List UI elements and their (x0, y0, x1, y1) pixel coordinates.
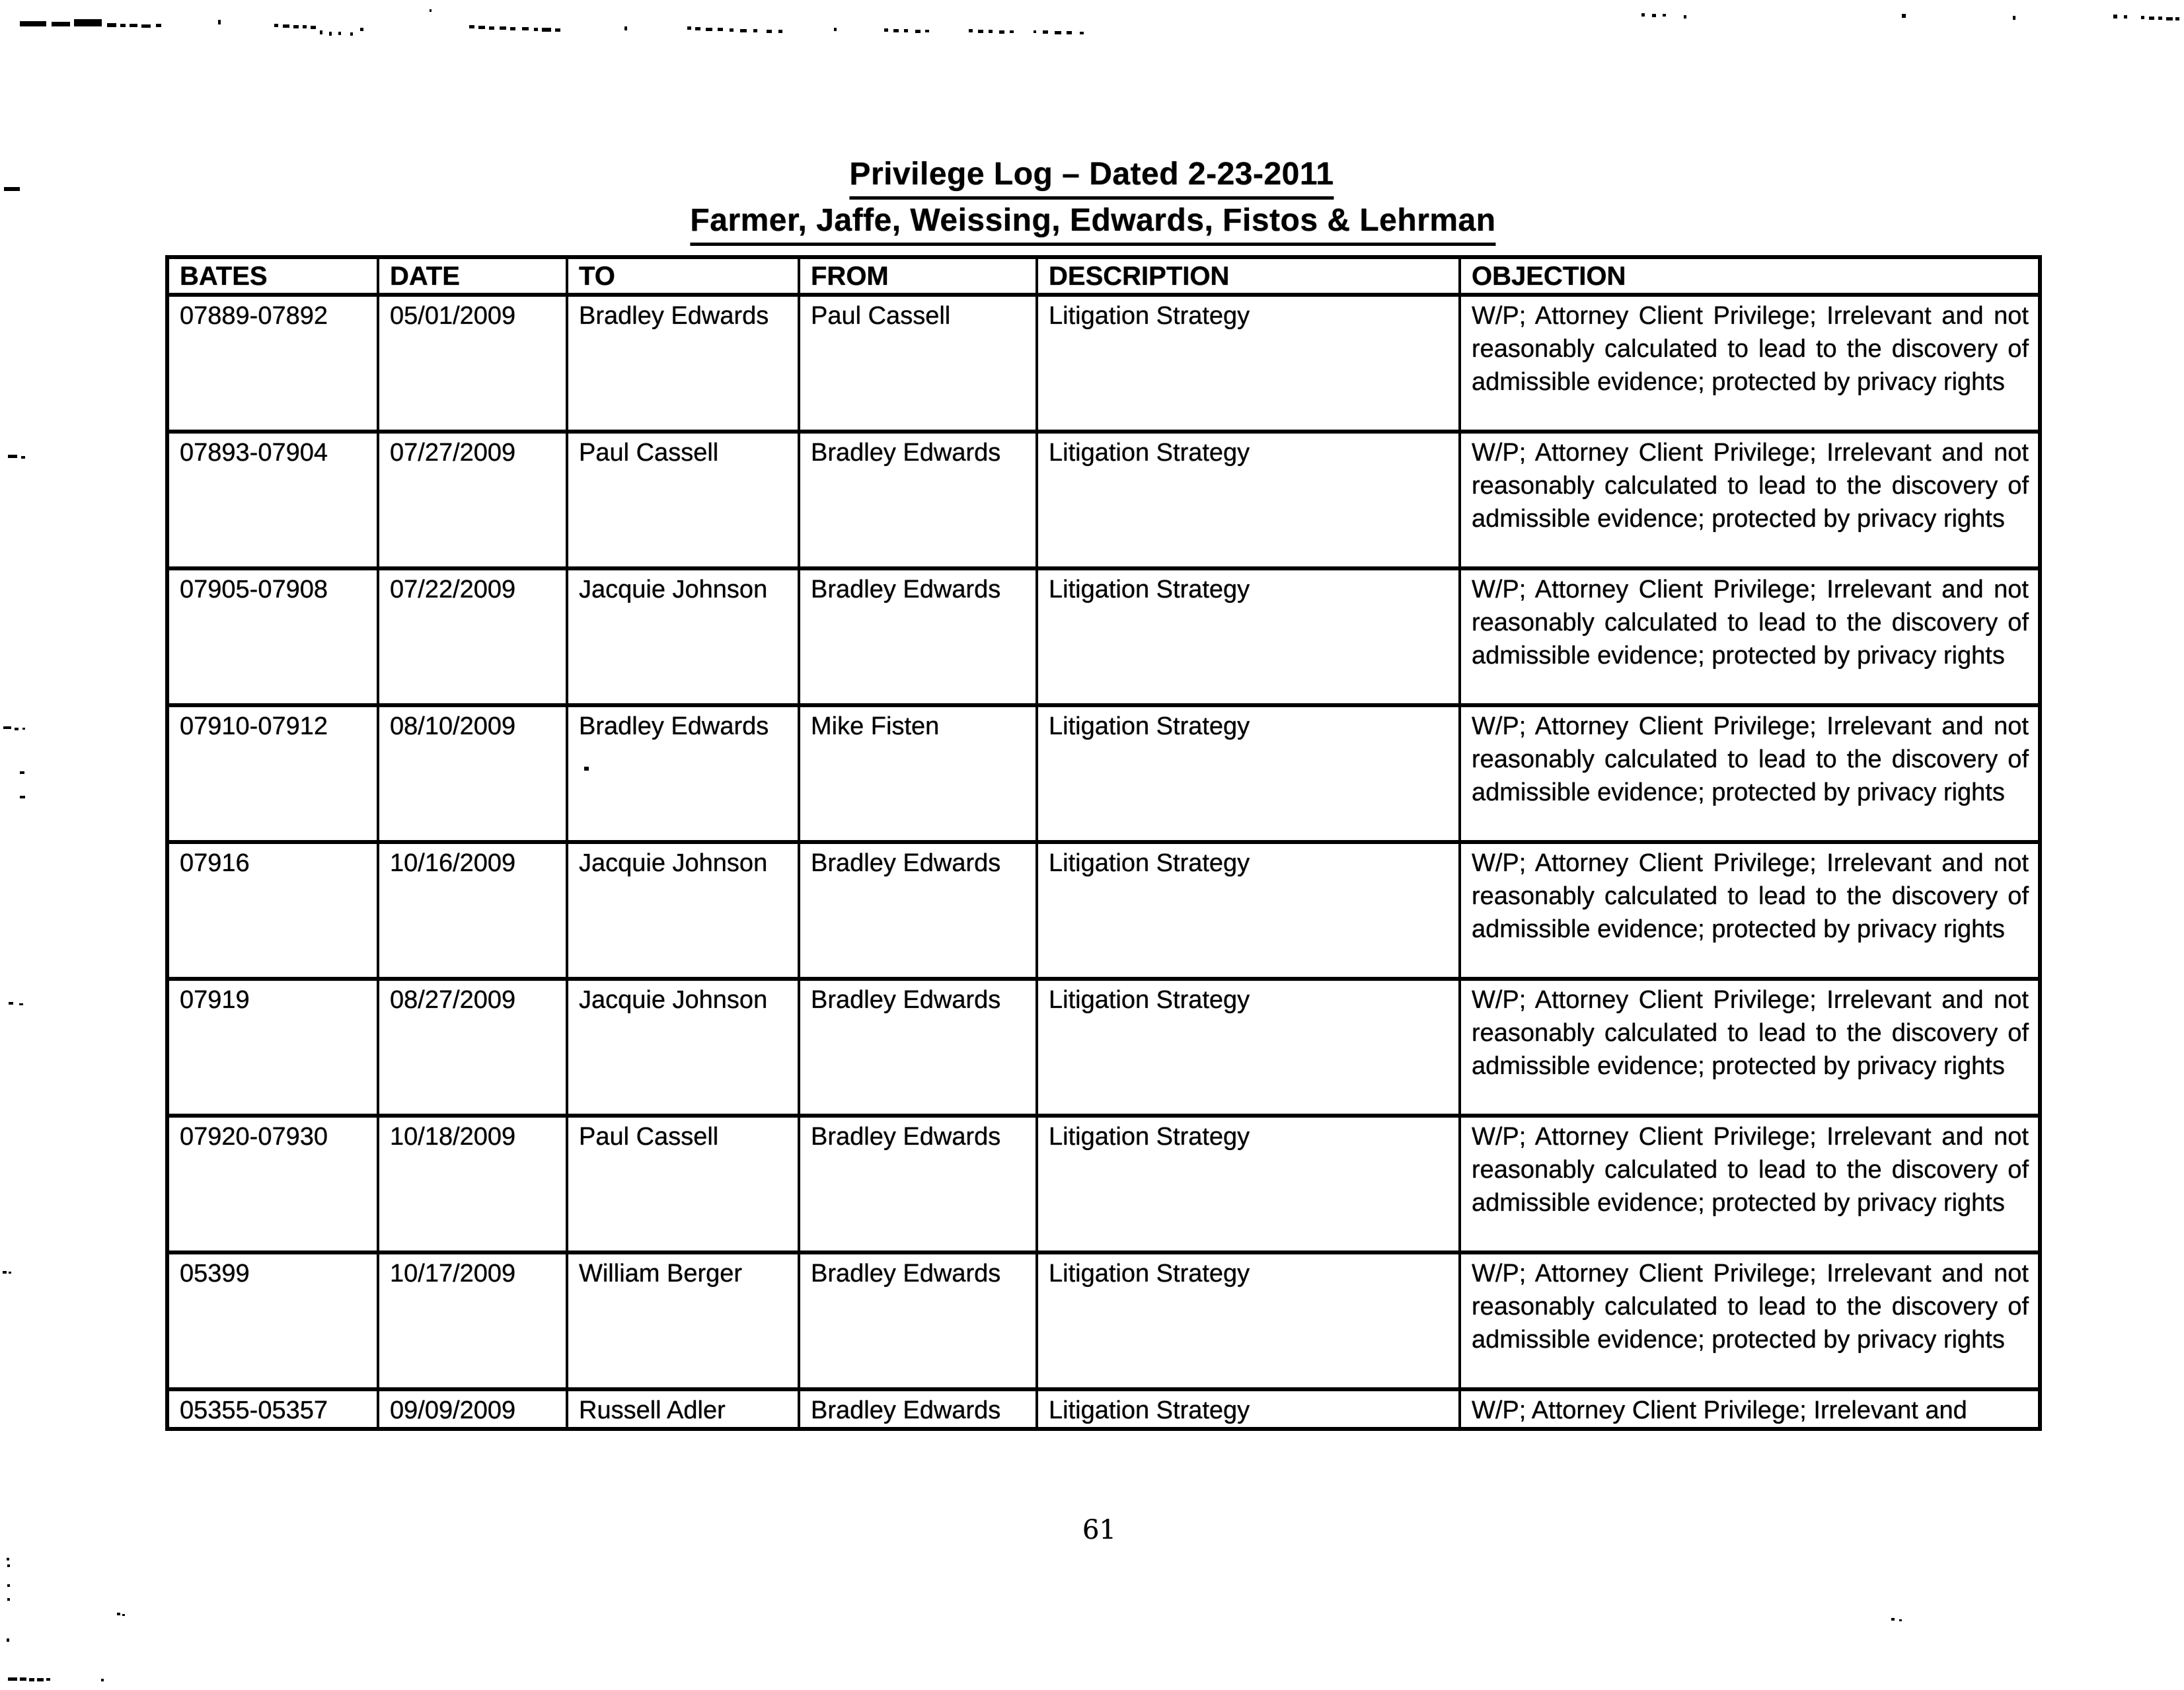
scan-noise-mark (1067, 31, 1072, 34)
scan-noise-mark (915, 30, 921, 33)
column-header-label: OBJECTION (1472, 262, 1626, 295)
cell-from: Bradley Edwards (799, 568, 1037, 705)
scan-noise-mark (2149, 17, 2154, 20)
header-row (167, 257, 2040, 295)
cell-to: William Berger (567, 1252, 799, 1389)
scan-noise-mark (767, 30, 772, 33)
scan-noise-mark (20, 796, 25, 798)
scan-noise-mark (3, 726, 11, 729)
scan-noise-mark (904, 29, 908, 32)
cell-to: Paul Cassell (567, 432, 799, 568)
scan-noise-mark (274, 24, 278, 27)
scan-noise-mark (2158, 17, 2162, 20)
scan-noise-mark (7, 1598, 10, 1601)
scan-noise-mark (522, 27, 529, 30)
scan-noise-mark (218, 20, 221, 24)
scan-noise-mark (3, 1271, 7, 1274)
scan-noise-mark (19, 1003, 23, 1005)
cell-description: Litigation Strategy (1037, 568, 1460, 705)
column-header-label: BATES (180, 262, 268, 295)
cell-objection: W/P; Attorney Client Privilege; Irrelevant and not reasonably calculated to lead to the discovery of admissible evidence; protected by privacy rights (1460, 705, 2040, 842)
cell-description: Litigation Strategy (1037, 842, 1460, 979)
scan-noise-mark (999, 30, 1004, 34)
scan-noise-mark (978, 30, 983, 33)
table-row (167, 1116, 2040, 1252)
scan-noise-mark (141, 24, 151, 28)
cell-description: Litigation Strategy (1037, 1116, 1460, 1252)
cell-description: Litigation Strategy (1037, 1252, 1460, 1389)
cell-description: Litigation Strategy (1037, 705, 1460, 842)
scan-noise-mark (469, 25, 474, 28)
scan-noise-mark (7, 1558, 9, 1560)
cell-to: Paul Cassell (567, 1116, 799, 1252)
cell-bates: 07920-07930 (167, 1116, 378, 1252)
scan-noise-mark (9, 1002, 13, 1005)
scan-noise-mark (2166, 17, 2173, 20)
scan-noise-mark (510, 27, 515, 30)
scan-noise-mark (21, 456, 25, 459)
scan-noise-mark (753, 29, 757, 32)
cell-date: 07/22/2009 (378, 568, 567, 705)
scan-noise-mark (1652, 14, 1656, 17)
cell-bates: 07919 (167, 979, 378, 1116)
column-header-bates (167, 257, 378, 295)
scan-noise-mark (1055, 31, 1061, 34)
scan-noise-mark (4, 187, 20, 191)
cell-from: Bradley Edwards (799, 1389, 1037, 1429)
table-row (167, 568, 2040, 705)
scan-noise-mark (338, 32, 341, 35)
cell-objection: W/P; Attorney Client Privilege; Irrelevant and not reasonably calculated to lead to the discovery of admissible evidence; protected by privacy rights (1460, 568, 2040, 705)
cell-from: Bradley Edwards (799, 842, 1037, 979)
cell-to: Jacquie Johnson (567, 568, 799, 705)
scan-noise-mark (740, 29, 747, 32)
cell-objection: W/P; Attorney Client Privilege; Irrelevant and not reasonably calculated to lead to the discovery of admissible evidence; protected by privacy rights (1460, 432, 2040, 568)
table-row (167, 295, 2040, 432)
scan-noise-mark (500, 26, 506, 30)
cell-bates: 07916 (167, 842, 378, 979)
cell-bates: 07905-07908 (167, 568, 378, 705)
cell-description: Litigation Strategy (1037, 432, 1460, 568)
column-header-date (378, 257, 567, 295)
scan-noise-mark (130, 24, 137, 27)
cell-to: Jacquie Johnson (567, 979, 799, 1116)
scan-noise-mark (46, 1678, 50, 1681)
cell-date: 08/27/2009 (378, 979, 567, 1116)
scan-noise-mark (293, 25, 299, 28)
scan-noise-mark (9, 1272, 11, 1274)
cell-bates: 07910-07912 (167, 705, 378, 842)
scan-noise-mark (303, 25, 307, 28)
scan-noise-mark (687, 26, 691, 30)
scan-noise-mark (2013, 16, 2015, 20)
scan-noise-mark (1034, 30, 1036, 33)
table-row (167, 705, 2040, 842)
cell-from: Bradley Edwards (799, 1252, 1037, 1389)
scan-noise-mark (534, 28, 538, 31)
scan-noise-mark (120, 24, 126, 27)
scan-noise-mark (624, 26, 627, 30)
scan-noise-mark (320, 30, 322, 34)
scan-noise-mark (489, 26, 494, 30)
scan-noise-mark (7, 1564, 10, 1567)
cell-from: Paul Cassell (799, 295, 1037, 432)
scan-noise-mark (695, 27, 700, 30)
scan-noise-mark (2175, 17, 2179, 20)
cell-from: Bradley Edwards (799, 1116, 1037, 1252)
column-header-description (1037, 257, 1460, 295)
scan-noise-mark (283, 24, 289, 28)
column-header-label: TO (579, 262, 615, 295)
scan-noise-mark (430, 9, 432, 12)
cell-date: 10/17/2009 (378, 1252, 567, 1389)
scan-noise-mark (350, 32, 353, 36)
cell-from: Bradley Edwards (799, 432, 1037, 568)
cell-to: Jacquie Johnson (567, 842, 799, 979)
scan-noise-mark (20, 1677, 26, 1681)
cell-date: 07/27/2009 (378, 432, 567, 568)
scan-noise-mark (156, 24, 161, 27)
scan-noise-mark (360, 28, 363, 31)
scan-noise-mark (706, 28, 712, 31)
scan-noise-mark (478, 26, 485, 29)
cell-date: 10/18/2009 (378, 1116, 567, 1252)
cell-objection: W/P; Attorney Client Privilege; Irrelevant and not reasonably calculated to lead to the discovery of admissible evidence; protected by privacy rights (1460, 842, 2040, 979)
scan-noise-mark (101, 1679, 104, 1681)
scan-noise-mark (989, 30, 993, 33)
cell-objection: W/P; Attorney Client Privilege; Irrelevant and not reasonably calculated to lead to the discovery of admissible evidence; protected by privacy rights (1460, 979, 2040, 1116)
scan-noise-mark (122, 1614, 125, 1616)
scan-noise-mark (311, 26, 316, 29)
scan-noise-mark (2113, 15, 2117, 19)
cell-bates: 07889-07892 (167, 295, 378, 432)
scan-noise-mark (20, 771, 24, 774)
column-header-objection (1460, 257, 2040, 295)
cell-bates: 05355-05357 (167, 1389, 378, 1429)
cell-bates: 07893-07904 (167, 432, 378, 568)
scan-noise-mark (15, 728, 19, 730)
scan-noise-mark (329, 32, 332, 36)
page-number: 61 (1082, 1515, 1116, 1545)
scan-noise-mark (7, 1638, 9, 1642)
scan-noise-mark (1010, 30, 1014, 33)
scan-noise-mark (1641, 13, 1645, 17)
scan-noise-mark (74, 19, 102, 26)
table-row (167, 1389, 2040, 1429)
scan-noise-mark (8, 1677, 17, 1681)
table-row (167, 432, 2040, 568)
cell-objection: W/P; Attorney Client Privilege; Irrelevant and not reasonably calculated to lead to the discovery of admissible evidence; protected by privacy rights (1460, 295, 2040, 432)
scan-noise-mark (1684, 15, 1686, 19)
scan-noise-mark (730, 28, 734, 32)
column-header-label: FROM (811, 262, 889, 295)
scan-noise-mark (1891, 1618, 1895, 1621)
cell-date: 09/09/2009 (378, 1389, 567, 1429)
scan-noise-mark (884, 28, 888, 32)
scan-noise-mark (2141, 16, 2144, 19)
cell-bates: 05399 (167, 1252, 378, 1389)
scan-noise-mark (1080, 32, 1084, 34)
document-subtitle-firm-name: Farmer, Jaffe, Weissing, Edwards, Fistos & Lehrman (690, 202, 1495, 246)
table-body (167, 295, 2040, 1429)
scan-noise-mark (555, 28, 560, 32)
scan-noise-mark (22, 728, 25, 730)
scan-noise-mark (1902, 14, 1906, 18)
cell-date: 10/16/2009 (378, 842, 567, 979)
column-header-from (799, 257, 1037, 295)
table-row (167, 842, 2040, 979)
cell-description: Litigation Strategy (1037, 979, 1460, 1116)
cell-from: Bradley Edwards (799, 979, 1037, 1116)
cell-description: Litigation Strategy (1037, 295, 1460, 432)
scan-noise-mark (925, 30, 929, 32)
cell-date: 05/01/2009 (378, 295, 567, 432)
column-header-to (567, 257, 799, 295)
scan-noise-mark (37, 1678, 44, 1681)
scan-noise-mark (1663, 14, 1666, 17)
table-row (167, 979, 2040, 1116)
cell-objection: W/P; Attorney Client Privilege; Irrelevant and not reasonably calculated to lead to the discovery of admissible evidence; protected by privacy rights (1460, 1252, 2040, 1389)
scan-noise-mark (20, 21, 46, 26)
cell-to: Russell Adler (567, 1389, 799, 1429)
table-row (167, 1252, 2040, 1389)
scan-noise-mark (834, 28, 837, 31)
scan-noise-mark (52, 22, 70, 26)
scan-noise-mark (584, 767, 589, 771)
scan-noise-mark (1899, 1619, 1902, 1621)
scan-noise-mark (29, 1678, 34, 1681)
privilege-log-table (165, 255, 2042, 1431)
cell-date: 08/10/2009 (378, 705, 567, 842)
scan-noise-mark (893, 29, 899, 32)
cell-description: Litigation Strategy (1037, 1389, 1460, 1429)
scan-noise-mark (1043, 30, 1048, 34)
cell-objection: W/P; Attorney Client Privilege; Irrelevant and not reasonably calculated to lead to the discovery of admissible evidence; protected by privacy rights (1460, 1116, 2040, 1252)
privilege-log-table-wrap (165, 255, 2042, 1431)
scan-noise-mark (8, 455, 17, 458)
cell-objection: W/P; Attorney Client Privilege; Irrelevant and (1460, 1389, 2040, 1429)
cell-to: Bradley Edwards (567, 705, 799, 842)
cell-to: Bradley Edwards (567, 295, 799, 432)
scan-noise-mark (2124, 15, 2127, 19)
scan-noise-mark (778, 30, 782, 33)
scan-noise-mark (542, 28, 551, 32)
cell-from: Mike Fisten (799, 705, 1037, 842)
column-header-label: DATE (390, 262, 460, 295)
table-header-row (167, 257, 2040, 295)
scan-noise-mark (7, 1584, 10, 1587)
scan-noise-mark (117, 1613, 120, 1615)
scan-noise-mark (107, 23, 116, 27)
document-title: Privilege Log – Dated 2-23-2011 (849, 156, 1334, 200)
scan-noise-mark (969, 29, 973, 32)
scan-noise-mark (718, 28, 723, 31)
column-header-label: DESCRIPTION (1049, 262, 1229, 295)
